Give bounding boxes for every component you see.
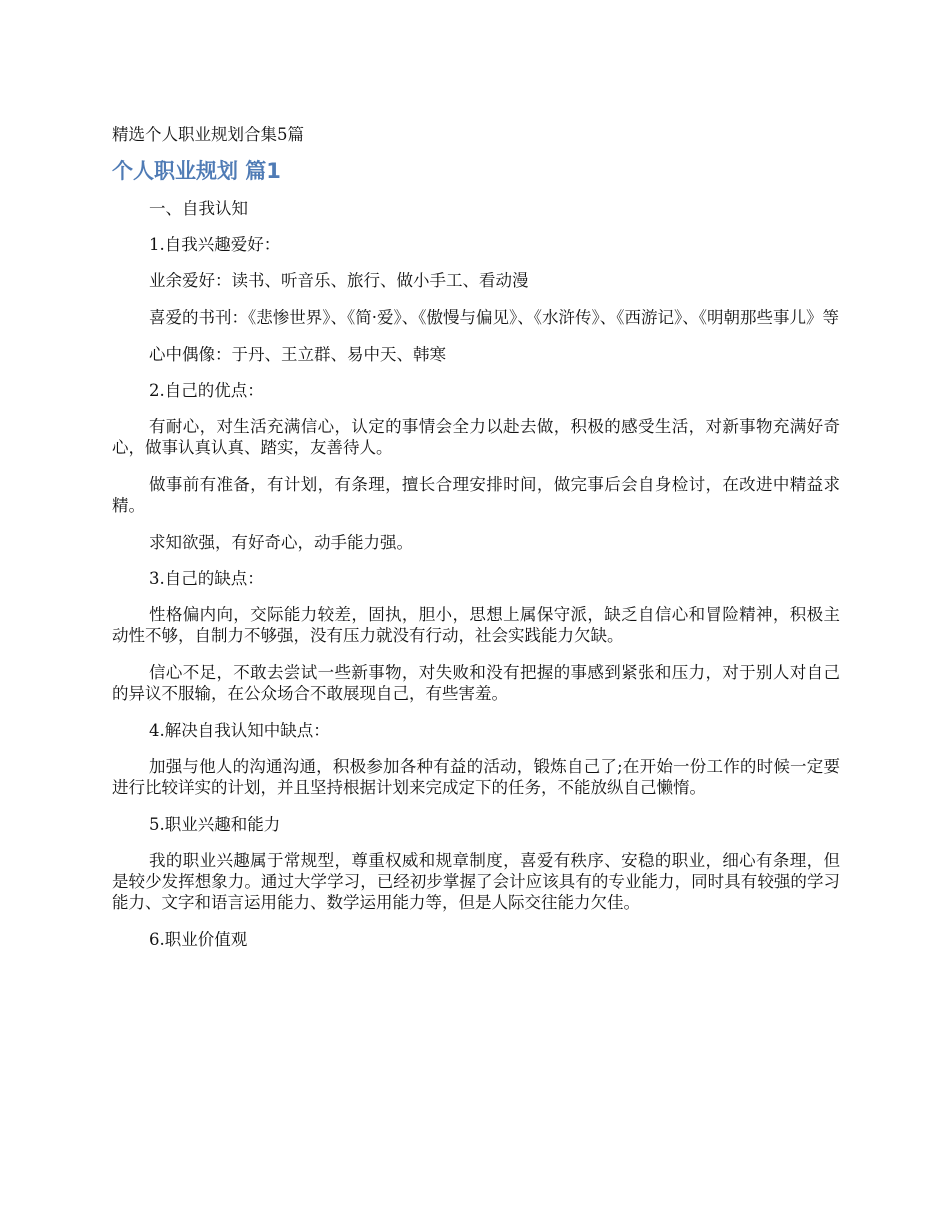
paragraph-solutions-heading: 4.解决自我认知中缺点： [149, 721, 330, 740]
paragraph-strength-2: 做事前有准备，有计划，有条理，擅长合理安排时间，做完事后会自身检讨，在改进中精益求精。 [112, 475, 840, 515]
paragraph-hobbies: 业余爱好：读书、听音乐、旅行、做小手工、看动漫 [149, 271, 529, 290]
paragraph-strength-3: 求知欲强，有好奇心，动手能力强。 [149, 533, 413, 552]
paragraph-weakness-1: 性格偏内向，交际能力较差，固执，胆小，思想上属保守派，缺乏自信心和冒险精神，积极主动性不够，自制力不够强，没有压力就没有行动，社会实践能力欠缺。 [112, 605, 840, 645]
document-title: 精选个人职业规划合集5篇 [112, 125, 304, 144]
paragraph-strength-1: 有耐心，对生活充满信心，认定的事情会全力以赴去做，积极的感受生活，对新事物充满好奇心，做事认真认真、踏实，友善待人。 [112, 417, 840, 457]
paragraph-career-values-heading: 6.职业价值观 [149, 930, 248, 949]
paragraph-self-awareness: 一、自我认知 [149, 199, 248, 218]
paragraph-favorite-books: 喜爱的书刊：《悲惨世界》、《简·爱》、《傲慢与偏见》、《水浒传》、《西游记》、《明朝那些事儿》等 [149, 308, 839, 327]
document-body [112, 124, 840, 965]
paragraph-interests-heading: 1.自我兴趣爱好： [149, 235, 281, 254]
paragraph-career-interest: 我的职业兴趣属于常规型，尊重权威和规章制度，喜爱有秩序、安稳的职业，细心有条理，但是较少发挥想象力。通过大学学习，已经初步掌握了会计应该具有的专业能力，同时具有较强的学习能力、文字和语言运用能力、数学运用能力等，但是人际交往能力欠佳。 [112, 851, 840, 912]
paragraph-idols: 心中偶像：于丹、王立群、易中天、韩寒 [149, 345, 446, 364]
paragraph-weaknesses-heading: 3.自己的缺点： [149, 569, 264, 588]
section-heading: 个人职业规划 篇1 [112, 159, 281, 183]
paragraph-weakness-2: 信心不足，不敢去尝试一些新事物，对失败和没有把握的事感到紧张和压力，对于别人对自己的异议不服输，在公众场合不敢展现自己，有些害羞。 [112, 663, 840, 703]
paragraph-strengths-heading: 2.自己的优点： [149, 381, 264, 400]
paragraph-career-interest-heading: 5.职业兴趣和能力 [149, 815, 281, 834]
paragraph-solutions: 加强与他人的沟通沟通，积极参加各种有益的活动，锻炼自己了;在开始一份工作的时候一定要进行比较详实的计划，并且坚持根据计划来完成定下的任务，不能放纵自己懒惰。 [112, 757, 840, 797]
